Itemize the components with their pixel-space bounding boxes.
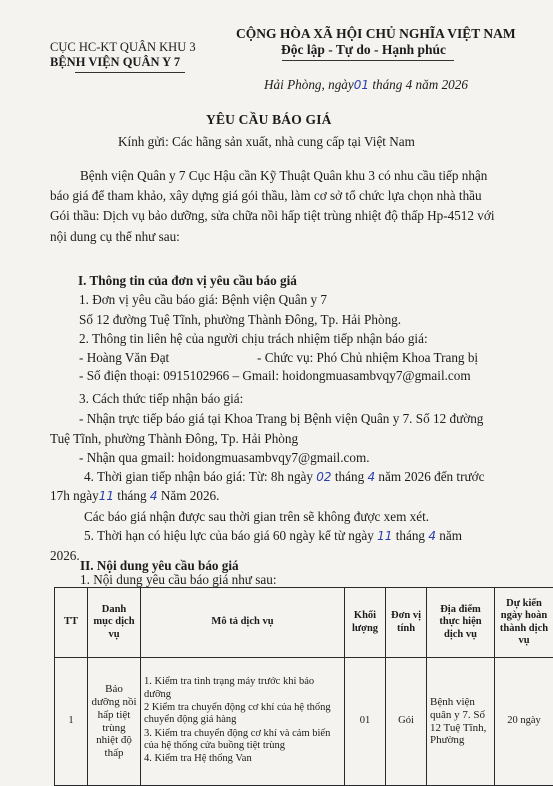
- validity-text-2: tháng: [396, 528, 425, 543]
- s1-validity-year: 2026.: [50, 548, 80, 564]
- s1-line-address: Tuệ Tĩnh, phường Thành Đông, Tp. Hải Phòng: [50, 431, 298, 447]
- time2-text-1: 17h ngày: [50, 488, 99, 503]
- greeting: Kính gửi: Các hãng sản xuất, nhà cung cấp tại Việt Nam: [118, 134, 415, 150]
- description-item: 2 Kiểm tra chuyển động cơ khí của hệ thống chuyển động giá hàng: [144, 702, 341, 727]
- time-day2-handwritten: 11: [99, 489, 114, 503]
- description-item: 3. Kiểm tra chuyển động cơ khí và cảm biến của hệ thống cửa buồng tiệt trùng: [144, 728, 341, 753]
- time2-text-2: tháng: [117, 488, 146, 503]
- org-line-1: CỤC HC-KT QUÂN KHU 3: [50, 40, 196, 55]
- s1-line-1: 1. Đơn vị yêu cầu báo giá: Bệnh viện Quân y 7: [79, 292, 327, 308]
- intro-line-3: Gói thầu: Dịch vụ bảo dưỡng, sửa chữa nồi hấp tiệt trùng nhiệt độ thấp Hp-4512 với: [50, 208, 495, 224]
- s1-time-line: [84, 469, 484, 485]
- description-item: 1. Kiểm tra tình trạng máy trước khi bảo dưỡng: [144, 676, 341, 701]
- nation-underline: [282, 60, 454, 61]
- header-duration: Dự kiến ngày hoàn thành dịch vụ: [495, 588, 553, 658]
- header-unit: Đơn vị tính: [386, 588, 427, 658]
- time-day1-handwritten: 02: [316, 470, 331, 484]
- intro-line-1: Bệnh viện Quân y 7 Cục Hậu cần Kỹ Thuật Quân khu 3 có nhu cầu tiếp nhận: [80, 168, 487, 184]
- intro-line-4: nội dung cụ thể như sau:: [50, 229, 180, 245]
- header-quantity: Khối lượng: [345, 588, 386, 658]
- date-prefix: Hải Phòng, ngày: [264, 77, 354, 92]
- cell-quantity: 01: [345, 658, 386, 786]
- validity-day-handwritten: 11: [377, 529, 392, 543]
- s1-time-line-2: [50, 488, 219, 504]
- time-month1-handwritten: 4: [367, 470, 375, 484]
- date-line: [264, 77, 468, 93]
- s1-line-direct: - Nhận trực tiếp báo giá tại Khoa Trang bị Bệnh viện Quân y 7. Số 12 đường: [79, 411, 483, 427]
- section-1-heading: I. Thông tin của đơn vị yêu cầu báo giá: [78, 273, 297, 289]
- s1-validity-line: [84, 528, 462, 544]
- service-table: [54, 587, 553, 786]
- header-tt: TT: [55, 588, 88, 658]
- time-text-2: tháng: [335, 469, 364, 484]
- cell-location: Bệnh viện quân y 7. Số 12 Tuệ Tĩnh, Phường: [427, 658, 495, 786]
- cell-tt: 1: [55, 658, 88, 786]
- time-month2-handwritten: 4: [150, 489, 158, 503]
- validity-text-1: 5. Thời hạn có hiệu lực của báo giá 60 ngày kể từ ngày: [84, 528, 374, 543]
- header-location: Địa điểm thực hiện dịch vụ: [427, 588, 495, 658]
- cell-unit: Gói: [386, 658, 427, 786]
- description-item: 4. Kiểm tra Hệ thống Van: [144, 753, 341, 765]
- validity-month-handwritten: 4: [428, 529, 436, 543]
- document-title: YÊU CẦU BÁO GIÁ: [206, 112, 332, 128]
- s1-contact-phone-email: - Số điện thoại: 0915102966 – Gmail: hoidongmuasambvqy7@gmail.com: [79, 368, 471, 384]
- time2-text-3: Năm 2026.: [161, 488, 220, 503]
- cell-description: [141, 658, 345, 786]
- s1-contact-position: - Chức vụ: Phó Chủ nhiệm Khoa Trang bị: [257, 350, 478, 366]
- s1-line-gmail: - Nhận qua gmail: hoidongmuasambvqy7@gmail.com.: [79, 450, 370, 466]
- date-day-handwritten: 01: [354, 78, 369, 92]
- s1-line-method: 3. Cách thức tiếp nhận báo giá:: [79, 391, 243, 407]
- table-row: [55, 658, 553, 786]
- org-line-2: BỆNH VIỆN QUÂN Y 7: [50, 55, 180, 70]
- s1-line-2: Số 12 đường Tuệ Tĩnh, phường Thành Đông, Tp. Hải Phòng.: [79, 312, 401, 328]
- header-description: Mô tả dịch vụ: [141, 588, 345, 658]
- date-suffix: tháng 4 năm 2026: [372, 77, 468, 92]
- time-text-3: năm 2026 đến trước: [378, 469, 484, 484]
- nation-line-1: CỘNG HÒA XÃ HỘI CHỦ NGHĨA VIỆT NAM: [236, 26, 516, 42]
- intro-line-2: báo giá để tham khảo, xây dựng giá gói thầu, làm cơ sở tổ chức lựa chọn nhà thầu: [50, 188, 482, 204]
- nation-line-2: Độc lập - Tự do - Hạnh phúc: [281, 42, 446, 58]
- section-2-subheading: 1. Nội dung yêu cầu báo giá như sau:: [80, 572, 277, 588]
- s1-late-note: Các báo giá nhận được sau thời gian trên sẽ không được xem xét.: [84, 509, 429, 525]
- cell-duration: 20 ngày: [495, 658, 553, 786]
- section-2-heading: II. Nội dung yêu cầu báo giá: [80, 558, 239, 574]
- header-category: Danh mục dịch vụ: [88, 588, 141, 658]
- table-header-row: [55, 588, 553, 658]
- time-text-1: 4. Thời gian tiếp nhận báo giá: Từ: 8h ngày: [84, 469, 313, 484]
- s1-line-3: 2. Thông tin liên hệ của người chịu trách nhiệm tiếp nhận báo giá:: [79, 331, 428, 347]
- validity-text-3: năm: [439, 528, 462, 543]
- s1-contact-name: - Hoàng Văn Đạt: [79, 350, 169, 366]
- org-underline: [75, 72, 185, 73]
- cell-category: Bảo dưỡng nồi hấp tiệt trùng nhiệt độ thấp: [88, 658, 141, 786]
